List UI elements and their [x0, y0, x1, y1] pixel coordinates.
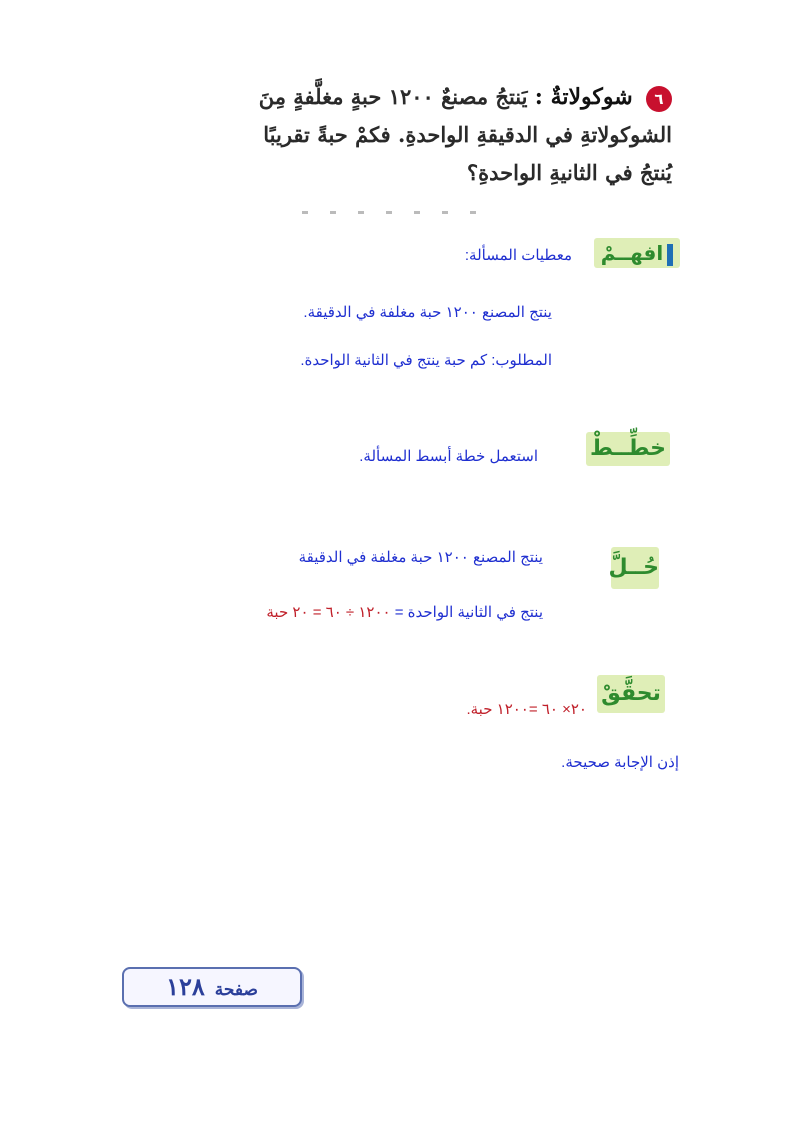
problem-title: شوكولاتةٌ :	[534, 84, 633, 110]
given-text: ينتج المصنع ١٢٠٠ حبة مغلفة في الدقيقة.	[303, 304, 552, 321]
problem-statement	[192, 78, 672, 216]
understand-heading: معطيات المسألة:	[464, 247, 572, 264]
conclusion-text: إذن الإجابة صحيحة.	[561, 754, 679, 771]
problem-text-1: يَنتجُ مصنعٌ ١٢٠٠ حبةٍ مغلَّفةٍ مِنَ	[258, 84, 528, 109]
check-text: ٢٠× ٦٠ =١٢٠٠ حبة.	[466, 701, 587, 718]
required-text: المطلوب: كم حبة ينتج في الثانية الواحدة.	[300, 352, 552, 369]
problem-text-2: الشوكولاتةِ في الدقيقةِ الواحدةِ. فكمْ حبةً تقريبًا	[263, 122, 672, 147]
page-number: ١٢٨	[166, 972, 205, 1001]
solve-answer: ١٢٠٠ ÷ ٦٠ = ٢٠ حبة	[266, 604, 395, 621]
page-word: صفحة	[214, 980, 258, 1000]
solve-line-2-prefix: ينتج في الثانية الواحدة =	[394, 604, 543, 621]
solve-line-2	[266, 603, 543, 621]
check-badge: تحقَّقْ	[597, 675, 665, 713]
scan-edge-divider	[302, 211, 492, 214]
solve-line-1: ينتج المصنع ١٢٠٠ حبة مغلفة في الدقيقة	[298, 549, 543, 566]
plan-text: استعمل خطة أبسط المسألة.	[359, 448, 538, 465]
solve-badge: حُــلَّ	[611, 547, 659, 589]
problem-text-3: يُنتجُ في الثانيةِ الواحدةِ؟	[466, 160, 672, 185]
understand-badge-label: افهــمْ	[600, 241, 664, 265]
plan-badge: خطِّــطْ	[586, 432, 670, 466]
badge-bar-icon	[667, 244, 673, 266]
problem-number-badge: ٦	[646, 86, 672, 112]
understand-badge	[594, 238, 680, 268]
problem-line-1	[192, 78, 672, 116]
page-number-box	[122, 967, 302, 1007]
